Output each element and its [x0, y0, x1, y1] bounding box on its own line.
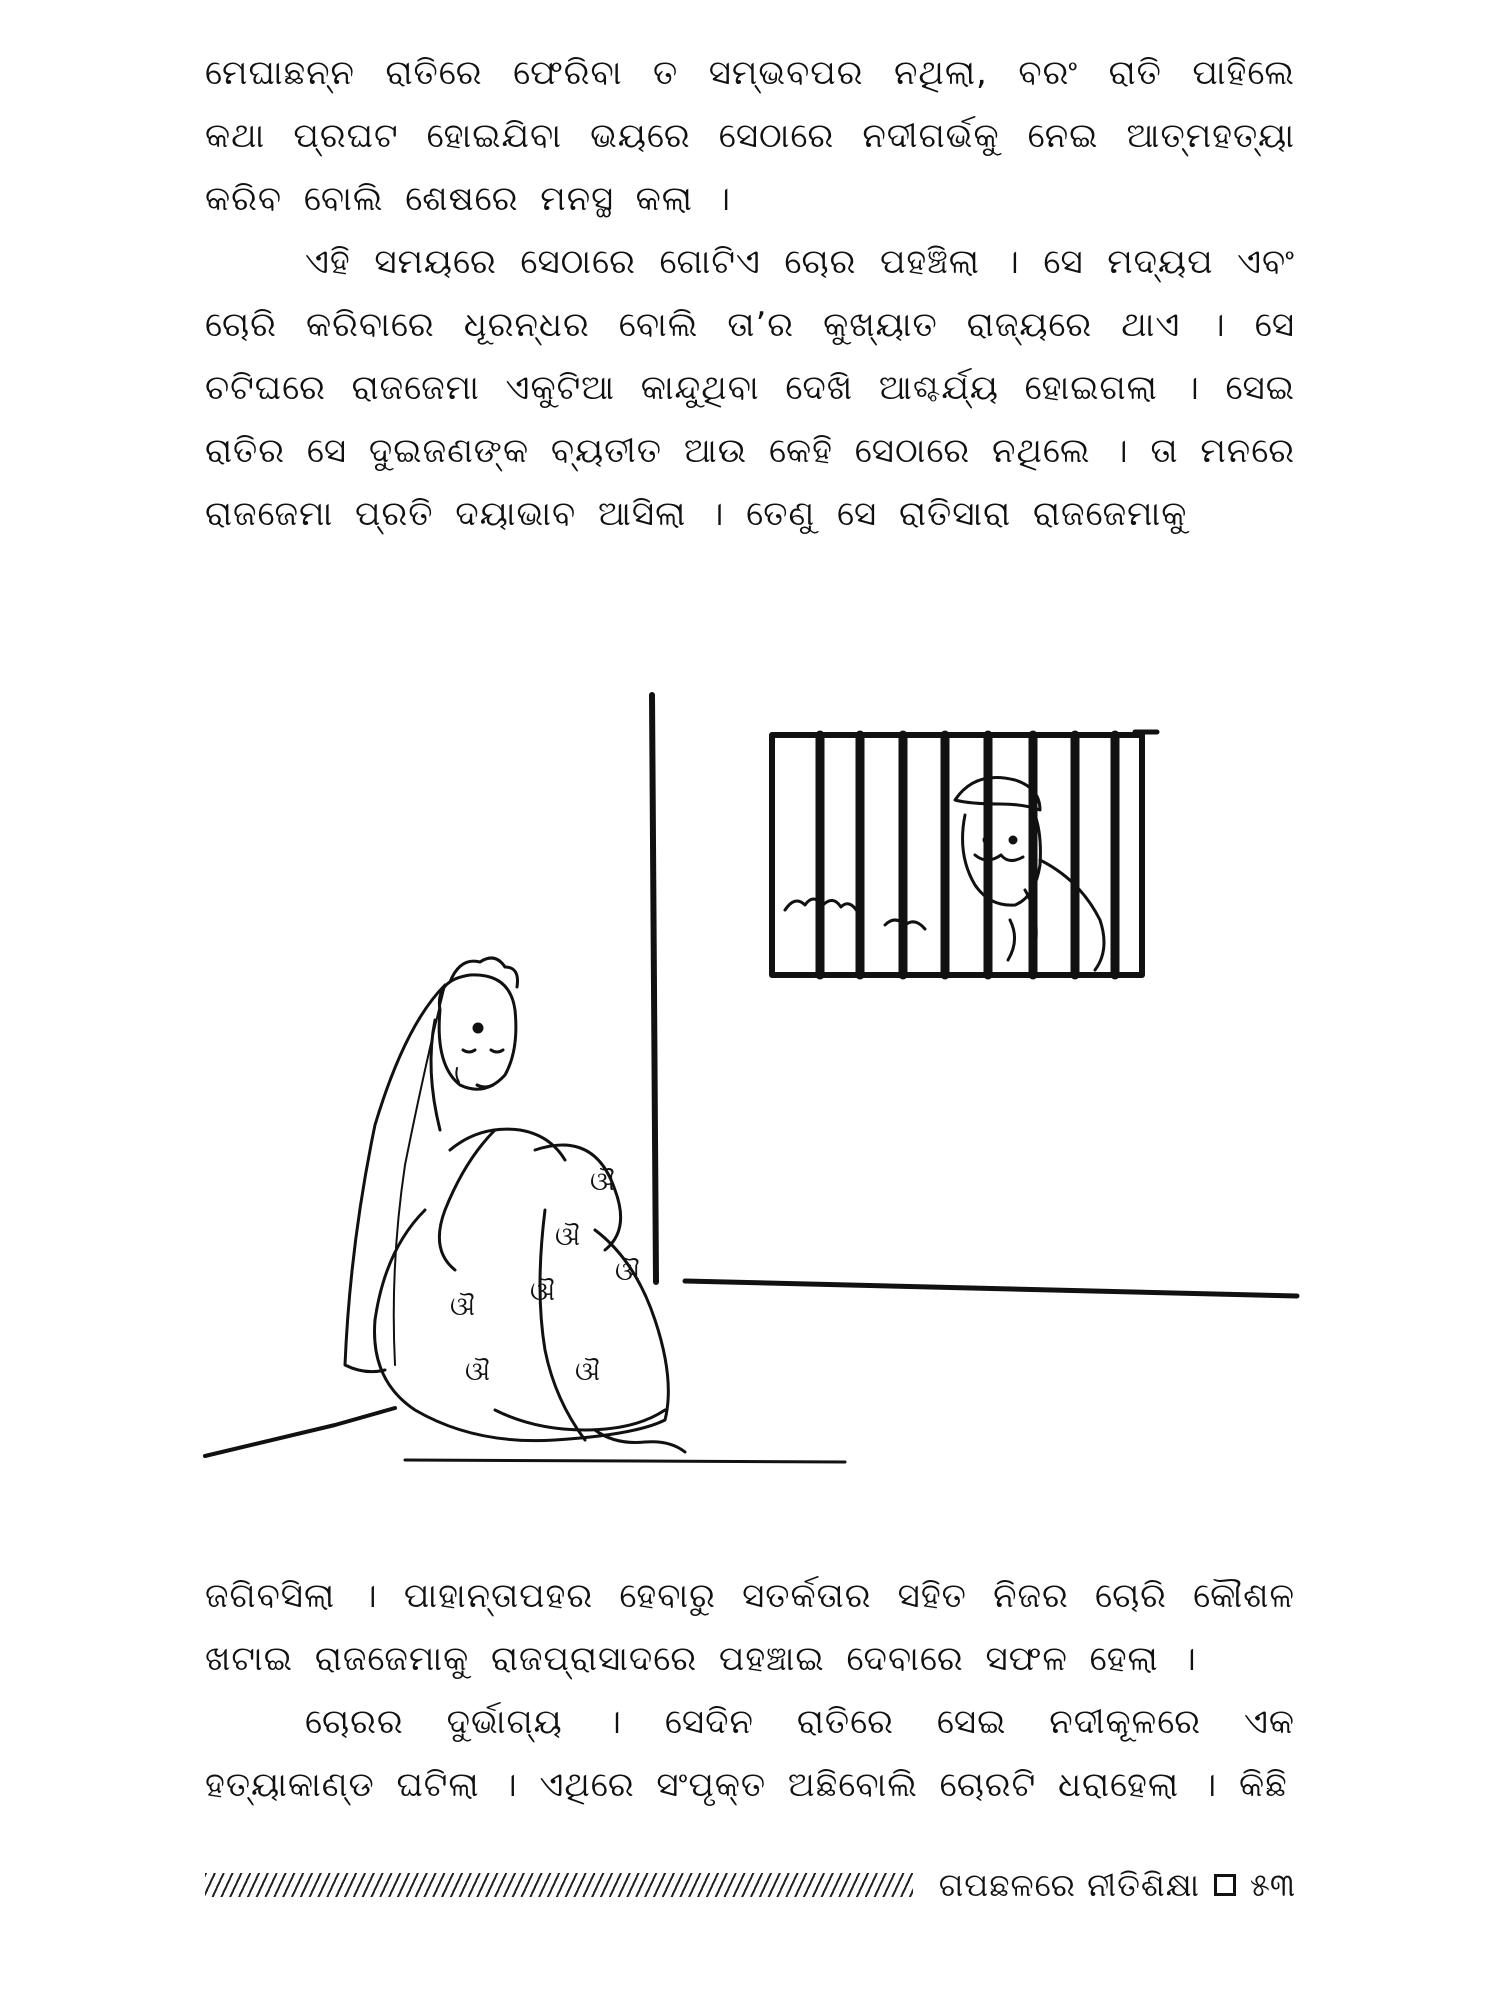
floor-line-right	[685, 1281, 1297, 1296]
footer-hatch-divider	[205, 1873, 913, 1897]
floor-line-left	[205, 1408, 395, 1456]
floor-line-bottom	[405, 1460, 845, 1462]
page-footer	[205, 1860, 1295, 1910]
barred-window	[772, 732, 1157, 975]
illustration-princess-and-thief	[195, 690, 1305, 1470]
paragraph: ଏହି ସମୟରେ ସେଠାରେ ଗୋଟିଏ ଚୋର ପହଞ୍ଚିଲା । ସେ ମଦ୍ୟପ ଏବଂ ଚୋରି କରିବାରେ ଧୂରନ୍ଧର ବୋଲି ତା’ର କୁଖ୍ୟାତ ରାଜ୍ୟରେ ଥାଏ । ସେ ଚଟିଘରେ ରାଜଜେମା ଏକୁଟିଆ କାନ୍ଦୁଥିବା ଦେଖି ଆଶ୍ଚର୍ଯ୍ୟ ହୋଇଗଲା । ସେଇ ରାତିର ସେ ଦୁଇଜଣଙ୍କ ବ୍ୟତୀତ ଆଉ କେହି ସେଠାରେ ନଥିଲେ । ତା ମନରେ ରାଜଜେମା ପ୍ରତି ଦୟାଭାବ ଆସିଲା । ତେଣୁ ସେ ରାତିସାରା ରାଜଜେମାକୁ	[205, 242, 1295, 534]
paragraph: ମେଘାଛନ୍ନ ରାତିରେ ଫେରିବା ତ ସମ୍ଭବପର ନଥିଲା, ବରଂ ରାତି ପାହିଲେ କଥା ପ୍ରଘଟ ହୋଇଯିବା ଭୟରେ ସେଠାରେ ନଦୀଗର୍ଭକୁ ନେଇ ଆତ୍ମହତ୍ୟା କରିବ ବୋଲି ଶେଷରେ ମନସ୍ଥ କଲା ।	[205, 53, 1295, 219]
princess-figure	[345, 958, 685, 1452]
svg-text:ଔ: ଔ	[450, 1292, 475, 1322]
square-bullet-icon	[1214, 1874, 1236, 1896]
paragraph: ଜଗିବସିଲା । ପାହାନ୍ତାପହର ହେବାରୁ ସତର୍କତାର ସହିତ ନିଜର ଚୋରି କୌଶଳ ଖଟାଇ ରାଜଜେମାକୁ ରାଜପ୍ରାସାଦରେ ପହଞ୍ଚାଇ ଦେବାରେ ସଫଳ ହେଲା ।	[205, 1576, 1295, 1679]
wall-corner-line	[652, 695, 656, 1282]
svg-text:ଔ: ଔ	[575, 1357, 600, 1387]
book-title: ଗପଛଳରେ ନୀତିଶିକ୍ଷା	[938, 1865, 1200, 1904]
svg-text:ଔ: ଔ	[615, 1257, 640, 1287]
svg-text:ଔ: ଔ	[555, 1222, 580, 1252]
svg-text:ଔ: ଔ	[590, 1167, 615, 1197]
bottom-text-block	[205, 1565, 1295, 1817]
svg-text:ଔ: ଔ	[530, 1277, 555, 1307]
svg-text:ଔ: ଔ	[465, 1357, 490, 1387]
page-number: ୫୩	[1249, 1865, 1295, 1904]
top-text-block	[205, 42, 1295, 546]
paragraph: ଚୋରର ଦୁର୍ଭାଗ୍ୟ । ସେଦିନ ରାତିରେ ସେଇ ନଦୀକୂଳରେ ଏକ ହତ୍ୟାକାଣ୍ଡ ଘଟିଲା । ଏଥିରେ ସଂପୃକ୍ତ ଅଛିବୋଲି ଚୋରଟି ଧରାହେଲା । କିଛି	[205, 1702, 1295, 1805]
